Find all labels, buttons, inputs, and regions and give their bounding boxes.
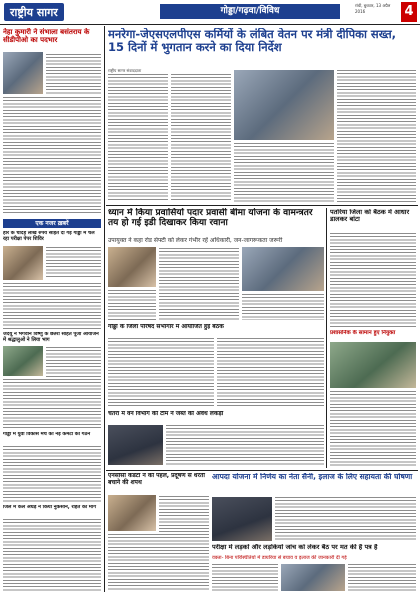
- middle-body-1: [159, 248, 239, 320]
- bottom-photo: [212, 497, 272, 541]
- bottom-body-1: [212, 564, 278, 591]
- lead-divider: [106, 205, 418, 206]
- middle-subhead: उपायुक्त ने कहा रोड सेफ्टी को लेकर गंभीर रहें अधिकारी, जन-जागरूकता जरूरी: [108, 237, 283, 244]
- right-sub-headline: प्रशासनिक के सामान हुए नियुक्त: [330, 330, 396, 336]
- date-line: रांची, बुधवार, 13 अप्रैल 2016: [355, 3, 391, 14]
- bottom-left-body-2: [108, 534, 209, 591]
- middle-photo-1: [108, 247, 156, 287]
- bottom-headline: परीक्षा में लड़कों और लड़कियों जांच को लेकर बैठ पर मत की है पत्र है: [212, 544, 378, 551]
- middle-second-headline: गोड्डा के जिला परिषद सभागार में आयोजित हुई बैठक: [108, 324, 224, 330]
- lead-dateline: राष्ट्रीय सागर संवाददाता: [108, 68, 142, 73]
- column-divider-2: [326, 208, 327, 468]
- right-headline: पतरिया जिला को बैठक में आधार डालकर बांटा: [330, 209, 410, 224]
- bottom-right-body-1: [275, 497, 416, 541]
- lead-photo: [234, 70, 334, 140]
- middle-headline: ध्यान में किया प्रवासियों पदार प्रवासी बीमा योजना के वामन्त्रतर तय हो गई इडी दिखाकर किया रवाना: [108, 208, 313, 229]
- bottom-body-2: [348, 564, 416, 591]
- bottom-left-headline: एनसीसी कैडेटों ने की पहल, प्रदूषण से धरती बचाने की शपथ: [108, 473, 205, 486]
- middle-third-body: [166, 425, 324, 465]
- news-box-item-1: हार के चौदह लाख रुपये सहित दी गई गोड्डा में चल रहा परीक्षा पेपर शिविर: [3, 231, 95, 242]
- middle-second-body-1: [108, 338, 214, 408]
- news-box-item-4: जिले में कल अंधड़ ने किया नुकसान, राहत की मांग: [3, 505, 97, 510]
- middle-photo-2: [242, 247, 324, 291]
- news-box-body-3: [46, 347, 101, 377]
- middle-body-2: [108, 290, 156, 320]
- news-box-photo: [3, 246, 43, 280]
- news-box-item-2: जदयू ने भगवान विष्णु के छतरी सहित पूजा आयोजन में श्रद्धालुओं ने लिया भाग: [3, 332, 99, 343]
- news-box-body: [46, 247, 101, 279]
- bottom-subhead: वक्ता- बिना परिस्थितियों में डायरिया से बचाव व इलाज की जानकारी दी गई: [212, 555, 347, 561]
- bottom-left-body-1: [159, 496, 209, 532]
- bottom-divider: [106, 470, 418, 471]
- middle-second-body-2: [217, 338, 324, 408]
- news-box-body-6: [3, 519, 101, 591]
- left-top-body-2: [3, 97, 101, 215]
- left-top-photo: [3, 52, 43, 94]
- news-box-body-5: [3, 446, 101, 502]
- bottom-photo-2: [281, 564, 345, 591]
- news-box-photo-2: [3, 346, 43, 376]
- right-body-1: [330, 233, 416, 327]
- newspaper-logo: राष्ट्रीय सागर: [4, 3, 64, 21]
- middle-body-3: [242, 294, 324, 320]
- bottom-left-photo: [108, 495, 156, 531]
- middle-third-headline: चतरा में वन विभाग की टीम ने जब्त की अवैध लकड़ी: [108, 411, 224, 417]
- right-bottom-headline: आपदा योजना में निर्णय का नेता सैनी, इलाज के लिए सहायता की घोषणा: [212, 473, 413, 481]
- lead-body-col-1: [108, 74, 168, 202]
- section-title: गोड्डा/गढ़वा/विविध: [160, 4, 340, 19]
- page-number: 4: [401, 2, 417, 22]
- news-box-body-2: [3, 283, 101, 329]
- masthead-divider: [0, 24, 420, 25]
- news-box-body-4: [3, 379, 101, 429]
- middle-photo-3: [108, 425, 163, 465]
- lead-body-col-3: [234, 143, 334, 202]
- lead-body-col-4: [337, 70, 416, 202]
- right-body-2: [330, 391, 416, 468]
- lead-headline: मनरेगा-जेएसएलपीएस कर्मियों के लंबित वेतन पर मंत्री दीपिका सख्त, 15 दिनों में भुगतान करने का दिया निर्देश: [108, 28, 397, 55]
- right-photo: [330, 342, 416, 388]
- lead-body-col-2: [171, 74, 231, 202]
- column-divider-1: [104, 26, 105, 592]
- news-box-item-3: गोड्डा में युवा विकास मंच की नई कमेटी का गठन: [3, 432, 91, 437]
- news-box-title: एक नजर ख़बरें: [3, 219, 101, 228]
- masthead: [0, 0, 420, 24]
- left-top-body: [46, 54, 101, 94]
- left-top-headline: नेहा कुमारी ने संभाला बसंतराय के सीडीपीओ का पदभार: [3, 28, 90, 45]
